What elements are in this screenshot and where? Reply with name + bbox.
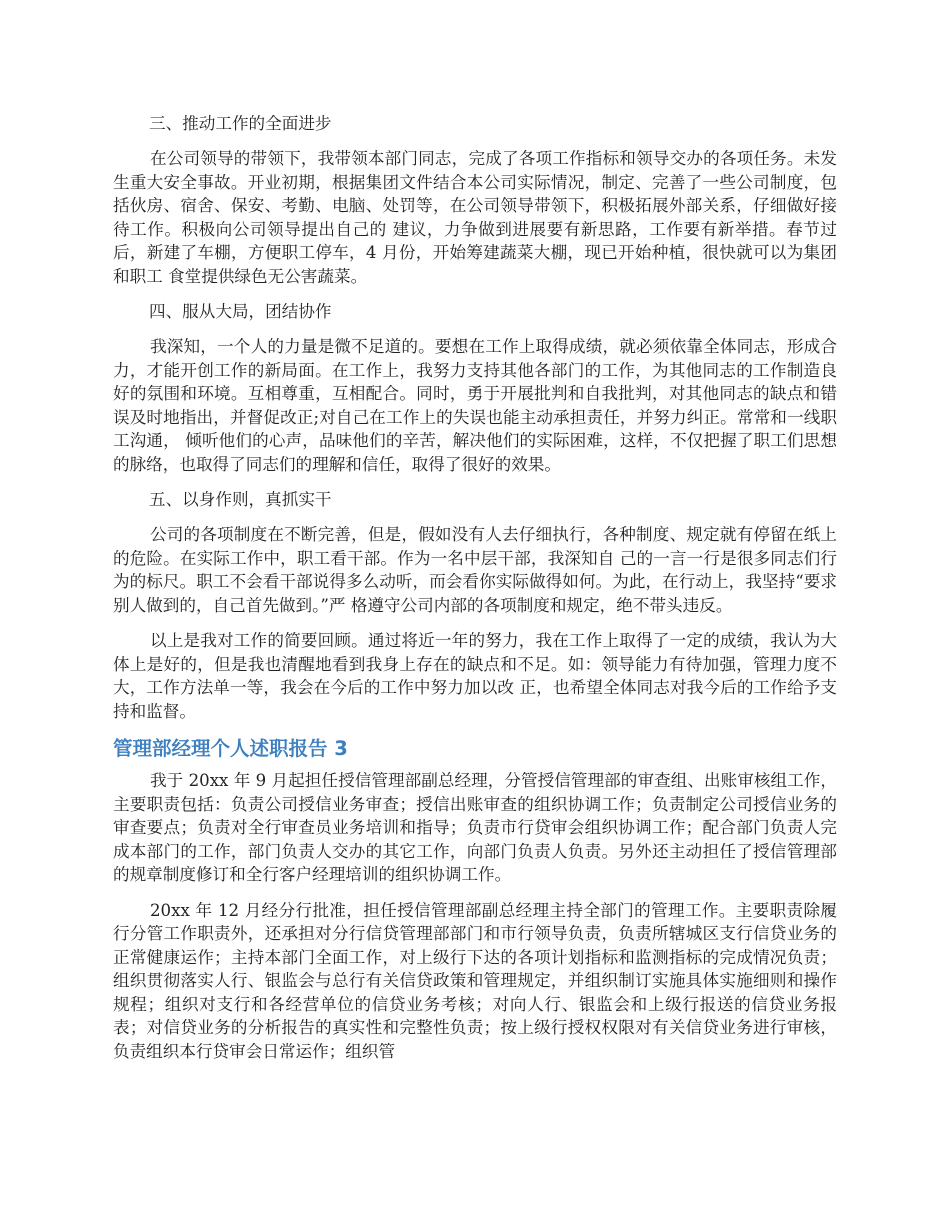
section-heading-3: 三、推动工作的全面进步 (149, 114, 332, 133)
paragraph: 公司的各项制度在不断完善，但是，假如没有人去仔细执行，各种制度、规定就有停留在纸上的危险。在实际工作中，职工看干部。作为一名中层干部，我深知自 己的一言一行是很多同志们行为的标尺。职工不会看干部说得多么动听，而会看你实际做得如何。为此，在行动上，我坚持“要求别人做到的，自己首先做到。”严 格遵守公司内部的各项制度和规定，绝不带头违反。 (113, 525, 837, 615)
paragraph: 我深知，一个人的力量是微不足道的。要想在工作上取得成绩，就必须依靠全体同志，形成合力，才能开创工作的新局面。在工作上，我努力支持其他各部门的工作，为其他同志的工作制造良好的氛围和环境。互相尊重，互相配合。同时，勇于开展批判和自我批判，对其他同志的缺点和错误及时地指出，并督促改正;对自己在工作上的失误也能主动承担责任，并努力纠正。常常和一线职工沟通， 倾听他们的心声，品味他们的辛苦，解决他们的实际困难，这样，不仅把握了职工们思想的脉络，也取得了同志们的理解和信任，取得了很好的效果。 (113, 337, 837, 474)
section-heading-4: 四、服从大局，团结协作 (149, 302, 332, 321)
section-heading-5: 五、以身作则，真抓实干 (149, 490, 332, 509)
paragraph: 在公司领导的带领下，我带领本部门同志，完成了各项工作指标和领导交办的各项任务。未发生重大安全事故。开业初期，根据集团文件结合本公司实际情况，制定、完善了一些公司制度，包括伙房、宿舍、保安、考勤、电脑、处罚等，在公司领导带领下，积极拓展外部关系，仔细做好接待工作。积极向公司领导提出自己的 建议，力争做到进展要有新思路，工作要有新举措。春节过后，新建了车棚，方便职工停车，4 月份，开始筹建蔬菜大棚，现已开始种植，很快就可以为集团和职工 食堂提供绿色无公害蔬菜。 (113, 149, 837, 286)
paragraph: 以上是我对工作的简要回顾。通过将近一年的努力，我在工作上取得了一定的成绩，我认为大体上是好的，但是我也清醒地看到我身上存在的缺点和不足。如：领导能力有待加强，管理力度不大，工作方法单一等，我会在今后的工作中努力加以改 正，也希望全体同志对我今后的工作给予支持和监督。 (113, 631, 837, 721)
paragraph: 20xx 年 12 月经分行批准，担任授信管理部副总经理主持全部门的管理工作。主要职责除履行分管工作职责外，还承担对分行信贷管理部部门和市行领导负责，负责所辖城区支行信贷业务的正常健康运作；主持本部门全面工作，对上级行下达的各项计划指标和监测指标的完成情况负责；组织贯彻落实人行、银监会与总行有关信贷政策和管理规定，并组织制订实施具体实施细则和操作规程；组织对支行和各经营单位的信贷业务考核；对向人行、银监会和上级行报送的信贷业务报表；对信贷业务的分析报告的真实性和完整性负责；按上级行授权权限对有关信贷业务进行审核，负责组织本行贷审会日常运作；组织管 (113, 900, 837, 1061)
document-body (113, 112, 837, 1063)
paragraph: 我于 20xx 年 9 月起担任授信管理部副总经理，分管授信管理部的审查组、出账审核组工作，主要职责包括：负责公司授信业务审查；授信出账审查的组织协调工作；负责制定公司授信业务的审查要点；负责对全行审查员业务培训和指导；负责市行贷审会组织协调工作；配合部门负责人完成本部门的工作，部门负责人交办的其它工作，向部门负责人负责。另外还主动担任了授信管理部的规章制度修订和全行客户经理培训的组织协调工作。 (113, 771, 837, 884)
report-title: 管理部经理个人述职报告 3 (113, 737, 348, 760)
